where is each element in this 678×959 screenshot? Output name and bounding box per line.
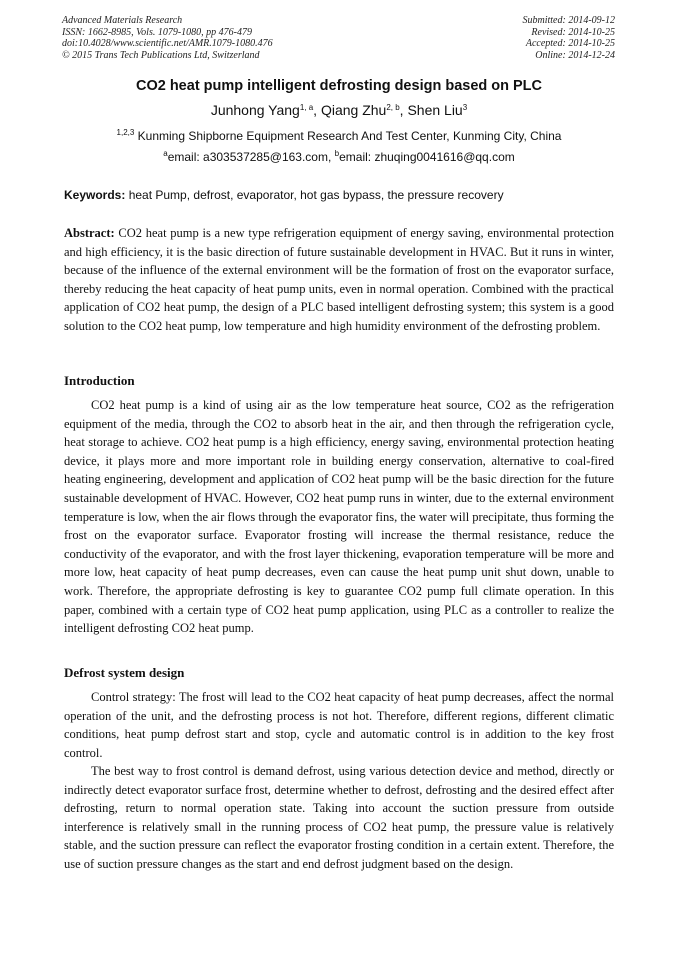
email-mark-b: b — [334, 149, 340, 158]
keywords-label: Keywords: — [64, 188, 126, 202]
introduction-heading: Introduction — [64, 373, 135, 388]
email-b: email: zhuqing0041616@qq.com — [339, 150, 515, 164]
author-affiliation-mark: 2, b — [386, 103, 400, 112]
abstract-text: CO2 heat pump is a new type refrigeration equipment of energy saving, environmental protection and high efficiency, it is the basic direction of future sustainable development in HVAC. But it runs in winter, because of the influence of the external environment will be the formation of frost on the evaporator surface, thereby reducing the heat capacity of heat pump units, even in normal operation. Combined with the practical application of CO2 heat pump, the design of a PLC based intelligent defrosting system; this system is a good solution to the CO2 heat pump, low temperature and high humidity environment of the defrosting problem. — [64, 226, 614, 333]
abstract — [64, 224, 614, 336]
affiliation-mark: 1,2,3 — [116, 128, 135, 137]
introduction-paragraph: CO2 heat pump is a kind of using air as the low temperature heat source, CO2 as the refrigeration equipment of the media, through the CO2 to absorb heat in the air, and then through the refrigeration cycle, heat storage to achieve. CO2 heat pump is a high efficiency, energy saving, environmental protection heating device, it plays more and more important role in building energy conservation, alternative to coal-fired heating engineering, development and application of CO2 heat pump will be the basic direction for the future sustainable development of HVAC. However, CO2 heat pump runs in winter, due to the external environment temperature is low, when the air flows through the evaporator fins, the water will precipitate, thus forming the frost on the evaporator surface. Evaporator frosting will increase the thermal resistance, reduce the conductivity of the evaporator, and with the frost layer thickening, evaporation temperature will be more and more low, heat capacity of heat pump decreases, even can cause the heat pump unit shut down, unable to work. Therefore, the appropriate defrosting is key to guarantee CO2 pump full climate operation. In this paper, combined with a certain type of CO2 heat pump application, using PLC as a controller to realize the intelligent defrosting CO2 heat pump. — [64, 398, 614, 636]
copyright-line: © 2015 Trans Tech Publications Ltd, Switzerland — [62, 49, 260, 61]
email-mark-a: a — [163, 149, 168, 158]
journal-name: Advanced Materials Research — [62, 15, 183, 26]
journal-info — [62, 15, 273, 61]
author-affiliation-mark: 3 — [462, 103, 468, 112]
author-name: Qiang Zhu — [320, 102, 387, 118]
affiliation — [0, 129, 678, 143]
revised-date: Revised: 2014-10-25 — [531, 26, 615, 38]
online-date: Online: 2014-12-24 — [535, 49, 615, 61]
publication-dates — [523, 15, 616, 61]
issn-line: ISSN: 1662-8985, Vols. 1079-1080, pp 476-479 — [62, 26, 252, 38]
accepted-date: Accepted: 2014-10-25 — [525, 38, 615, 49]
email-a: email: a303537285@163.com, — [167, 150, 335, 164]
defrost-paragraph-1: Control strategy: The frost will lead to the CO2 heat capacity of heat pump decreases, affect the normal operation of the unit, and the defrosting process is not hot. Therefore, different regions, different climatic conditions, heat pump defrost start and stop, cycle and automatic control is in addition to the key frost control. — [64, 690, 614, 760]
author-list: Junhong Yang$^{1, a}$, Qiang Zhu$^{2, b}$, Shen Liu$^3$ — [210, 102, 468, 118]
abstract-label: Abstract: — [64, 226, 115, 240]
defrost-heading: Defrost system design — [64, 665, 185, 680]
author-name: Junhong Yang — [210, 102, 300, 118]
keywords — [64, 188, 624, 202]
doi-line: doi:10.4028/www.scientific.net/AMR.1079-1080.476 — [62, 38, 273, 49]
paper-title: CO2 heat pump intelligent defrosting design based on PLC — [135, 78, 543, 94]
author-affiliation-mark: 1, a — [299, 103, 314, 112]
author-name: Shen Liu — [407, 102, 463, 118]
defrost-paragraph-2: The best way to frost control is demand defrost, using various detection device and method, directly or indirectly detect evaporator surface frost, determine whether to defrost, defrosting and the desired effect after defrosting, return to normal operation state. Taking into account the suction pressure from outside interference is relatively small in the running process of CO2 heat pump, the pressure value is relatively stable, and the suction pressure can reflect the evaporator frosting condition in a certain extent. Therefore, the use of suction pressure changes as the start and end defrost judgment based on the design. — [64, 764, 614, 871]
keywords-text: heat Pump, defrost, evaporator, hot gas bypass, the pressure recovery — [125, 188, 504, 202]
email-line — [0, 150, 678, 164]
affiliation-text: Kunming Shipborne Equipment Research And Test Center, Kunming City, China — [134, 129, 562, 143]
submitted-date: Submitted: 2014-09-12 — [522, 15, 615, 26]
